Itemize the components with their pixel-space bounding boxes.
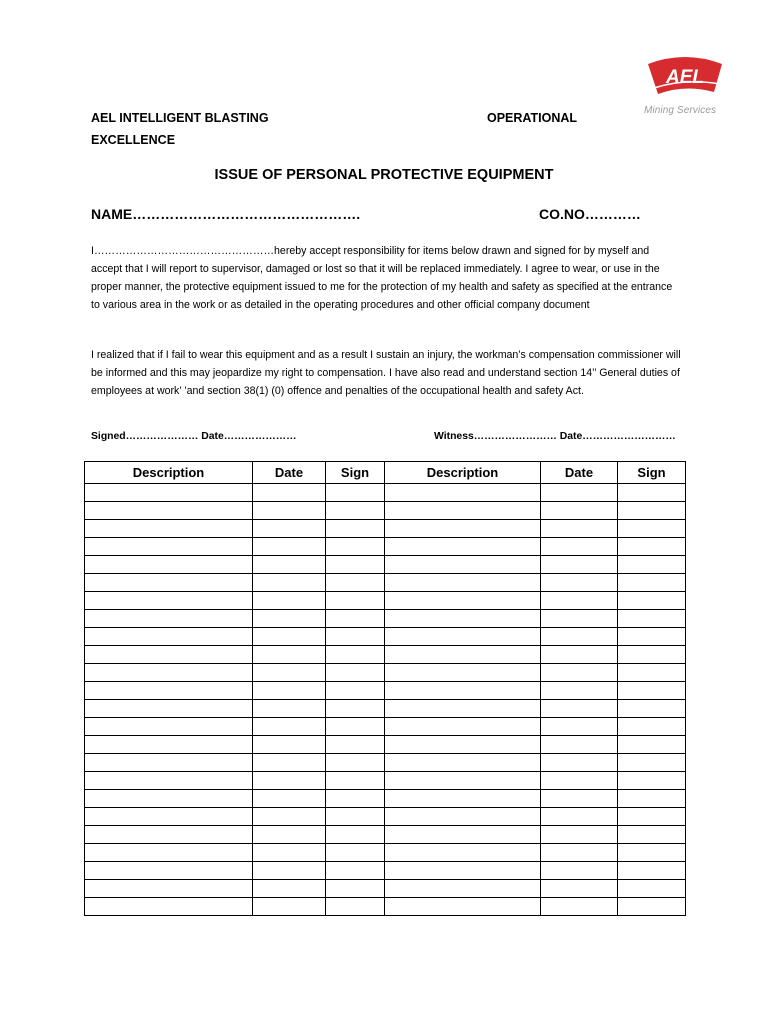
description-cell[interactable]: [85, 538, 253, 556]
sign-cell[interactable]: [618, 790, 686, 808]
sign-cell[interactable]: [618, 826, 686, 844]
sign-cell[interactable]: [326, 646, 385, 664]
date-cell[interactable]: [253, 700, 326, 718]
acceptance-paragraph: I……………………………………………hereby accept responsibility for items below drawn and signed for by myself and accept that I will report to supervisor, damaged or lost so that it will be replaced immediately. I agree to wear, or use in the proper manner, the protective equipment issued to me for the protection of my health and safety as specified at the entrance to various area in the work or as detailed in the operating procedures and other official company document: [91, 245, 673, 311]
date-cell[interactable]: [253, 610, 326, 628]
date-cell[interactable]: [541, 520, 618, 538]
date-cell[interactable]: [541, 556, 618, 574]
sign-cell[interactable]: [326, 538, 385, 556]
ppe-issue-table: [84, 461, 686, 916]
description-cell[interactable]: [85, 844, 253, 862]
sign-cell[interactable]: [326, 556, 385, 574]
sign-cell[interactable]: [618, 808, 686, 826]
description-cell[interactable]: [85, 502, 253, 520]
description-cell[interactable]: [85, 790, 253, 808]
description-cell[interactable]: [385, 574, 541, 592]
date-cell[interactable]: [541, 718, 618, 736]
description-cell[interactable]: [385, 880, 541, 898]
description-cell[interactable]: [385, 502, 541, 520]
description-cell[interactable]: [85, 610, 253, 628]
column-header-description: Description: [385, 462, 541, 484]
table-row: [85, 898, 686, 916]
date-cell[interactable]: [253, 646, 326, 664]
description-cell[interactable]: [85, 700, 253, 718]
sign-cell[interactable]: [618, 610, 686, 628]
date-cell[interactable]: [541, 610, 618, 628]
form-title: ISSUE OF PERSONAL PROTECTIVE EQUIPMENT: [214, 167, 554, 183]
sign-cell[interactable]: [618, 484, 686, 502]
company-name: AEL INTELLIGENT BLASTING: [91, 111, 269, 125]
company-number-field[interactable]: CO.NO…………: [539, 206, 641, 222]
sign-cell[interactable]: [618, 844, 686, 862]
date-cell[interactable]: [541, 574, 618, 592]
date-cell[interactable]: [541, 646, 618, 664]
sign-cell[interactable]: [326, 844, 385, 862]
date-cell[interactable]: [253, 862, 326, 880]
description-cell[interactable]: [385, 844, 541, 862]
sign-cell[interactable]: [618, 574, 686, 592]
sign-cell[interactable]: [326, 664, 385, 682]
description-cell[interactable]: [85, 520, 253, 538]
table-row: [85, 718, 686, 736]
sign-cell[interactable]: [326, 682, 385, 700]
sign-cell[interactable]: [618, 556, 686, 574]
date-cell[interactable]: [253, 502, 326, 520]
description-cell[interactable]: [85, 664, 253, 682]
sign-cell[interactable]: [618, 628, 686, 646]
sign-cell[interactable]: [326, 862, 385, 880]
description-cell[interactable]: [385, 520, 541, 538]
date-cell[interactable]: [253, 484, 326, 502]
sign-cell[interactable]: [326, 754, 385, 772]
column-header-description: Description: [85, 462, 253, 484]
date-cell[interactable]: [253, 736, 326, 754]
date-cell[interactable]: [541, 484, 618, 502]
column-header-date: Date: [253, 462, 326, 484]
table-row: [85, 664, 686, 682]
description-cell[interactable]: [85, 718, 253, 736]
table-row: [85, 484, 686, 502]
description-cell[interactable]: [85, 556, 253, 574]
sign-cell[interactable]: [326, 772, 385, 790]
sign-cell[interactable]: [326, 880, 385, 898]
sign-cell[interactable]: [326, 826, 385, 844]
description-cell[interactable]: [85, 628, 253, 646]
date-cell[interactable]: [253, 556, 326, 574]
description-cell[interactable]: [85, 898, 253, 916]
sign-cell[interactable]: [326, 628, 385, 646]
table-row: [85, 646, 686, 664]
description-cell[interactable]: [385, 628, 541, 646]
description-cell[interactable]: [85, 808, 253, 826]
description-cell[interactable]: [385, 826, 541, 844]
description-cell[interactable]: [85, 484, 253, 502]
description-cell[interactable]: [85, 646, 253, 664]
description-cell[interactable]: [85, 862, 253, 880]
date-cell[interactable]: [541, 754, 618, 772]
date-cell[interactable]: [253, 844, 326, 862]
table-row: [85, 502, 686, 520]
sign-cell[interactable]: [326, 520, 385, 538]
date-cell[interactable]: [541, 628, 618, 646]
date-cell[interactable]: [541, 736, 618, 754]
description-cell[interactable]: [85, 574, 253, 592]
table-row: [85, 844, 686, 862]
description-cell[interactable]: [385, 736, 541, 754]
sign-cell[interactable]: [618, 682, 686, 700]
description-cell[interactable]: [385, 700, 541, 718]
table-row: [85, 610, 686, 628]
sign-cell[interactable]: [618, 700, 686, 718]
description-cell[interactable]: [385, 556, 541, 574]
description-cell[interactable]: [85, 682, 253, 700]
sign-cell[interactable]: [618, 592, 686, 610]
sign-cell[interactable]: [326, 610, 385, 628]
sign-cell[interactable]: [618, 502, 686, 520]
sign-cell[interactable]: [326, 574, 385, 592]
date-cell[interactable]: [253, 628, 326, 646]
table-row: [85, 556, 686, 574]
sign-cell[interactable]: [326, 502, 385, 520]
date-cell[interactable]: [253, 880, 326, 898]
witness-date-line[interactable]: Witness…………………… Date………………………: [434, 431, 676, 442]
table-body: [85, 484, 686, 916]
operational-label: OPERATIONAL: [487, 111, 578, 125]
sign-cell[interactable]: [326, 592, 385, 610]
logo-tagline: Mining Services: [644, 105, 717, 116]
ael-logo-mark: [640, 54, 730, 102]
date-cell[interactable]: [541, 664, 618, 682]
sign-cell[interactable]: [618, 718, 686, 736]
table-row: [85, 772, 686, 790]
date-cell[interactable]: [541, 502, 618, 520]
excellence-label: EXCELLENCE: [91, 133, 176, 147]
table-row: [85, 700, 686, 718]
table-row: [85, 862, 686, 880]
table-row: [85, 754, 686, 772]
sign-cell[interactable]: [618, 772, 686, 790]
sign-cell[interactable]: [618, 862, 686, 880]
date-cell[interactable]: [541, 538, 618, 556]
date-cell[interactable]: [541, 880, 618, 898]
date-cell[interactable]: [253, 772, 326, 790]
description-cell[interactable]: [385, 862, 541, 880]
description-cell[interactable]: [85, 754, 253, 772]
date-cell[interactable]: [253, 826, 326, 844]
date-cell[interactable]: [253, 682, 326, 700]
table-row: [85, 826, 686, 844]
sign-cell[interactable]: [618, 520, 686, 538]
date-cell[interactable]: [253, 790, 326, 808]
table-row: [85, 736, 686, 754]
sign-cell[interactable]: [326, 808, 385, 826]
description-cell[interactable]: [385, 538, 541, 556]
sign-cell[interactable]: [618, 538, 686, 556]
date-cell[interactable]: [253, 520, 326, 538]
table-row: [85, 790, 686, 808]
sign-cell[interactable]: [326, 898, 385, 916]
column-header-sign: Sign: [326, 462, 385, 484]
description-cell[interactable]: [385, 718, 541, 736]
table-row: [85, 574, 686, 592]
sign-cell[interactable]: [618, 754, 686, 772]
date-cell[interactable]: [253, 718, 326, 736]
date-cell[interactable]: [541, 844, 618, 862]
sign-cell[interactable]: [618, 664, 686, 682]
description-cell[interactable]: [385, 484, 541, 502]
table-row: [85, 808, 686, 826]
date-cell[interactable]: [253, 898, 326, 916]
table-row: [85, 628, 686, 646]
sign-cell[interactable]: [618, 646, 686, 664]
date-cell[interactable]: [541, 808, 618, 826]
description-cell[interactable]: [385, 682, 541, 700]
table-row: [85, 682, 686, 700]
description-cell[interactable]: [85, 826, 253, 844]
date-cell[interactable]: [541, 682, 618, 700]
date-cell[interactable]: [253, 754, 326, 772]
signed-date-line[interactable]: Signed………………… Date…………………: [91, 431, 297, 442]
sign-cell[interactable]: [618, 736, 686, 754]
sign-cell[interactable]: [326, 718, 385, 736]
date-cell[interactable]: [541, 700, 618, 718]
description-cell[interactable]: [85, 592, 253, 610]
description-cell[interactable]: [385, 898, 541, 916]
sign-cell[interactable]: [326, 700, 385, 718]
table-header-row: [85, 462, 686, 484]
date-cell[interactable]: [253, 574, 326, 592]
date-cell[interactable]: [541, 826, 618, 844]
description-cell[interactable]: [385, 592, 541, 610]
name-field[interactable]: NAME………………………………………….: [91, 206, 361, 222]
date-cell[interactable]: [253, 538, 326, 556]
description-cell[interactable]: [385, 664, 541, 682]
sign-cell[interactable]: [326, 484, 385, 502]
date-cell[interactable]: [253, 664, 326, 682]
date-cell[interactable]: [253, 808, 326, 826]
description-cell[interactable]: [385, 646, 541, 664]
description-cell[interactable]: [85, 880, 253, 898]
column-header-sign: Sign: [618, 462, 686, 484]
description-cell[interactable]: [385, 610, 541, 628]
injury-paragraph: I realized that if I fail to wear this equipment and as a result I sustain an injury, the workman’s compensation commissioner will be informed and this may jeopardize my right to compensation. I have also read and understand section 14’’ General duties of employees at work’ ’and section 38(1) (0) offence and penalties of the occupational health and safety Act.: [91, 349, 681, 397]
column-header-date: Date: [541, 462, 618, 484]
date-cell[interactable]: [541, 790, 618, 808]
table-row: [85, 538, 686, 556]
description-cell[interactable]: [85, 736, 253, 754]
table-row: [85, 520, 686, 538]
date-cell[interactable]: [253, 592, 326, 610]
sign-cell[interactable]: [618, 880, 686, 898]
table-row: [85, 592, 686, 610]
date-cell[interactable]: [541, 898, 618, 916]
description-cell[interactable]: [385, 808, 541, 826]
sign-cell[interactable]: [326, 736, 385, 754]
description-cell[interactable]: [385, 754, 541, 772]
table-row: [85, 880, 686, 898]
sign-cell[interactable]: [326, 790, 385, 808]
date-cell[interactable]: [541, 862, 618, 880]
sign-cell[interactable]: [618, 898, 686, 916]
ael-logo: [640, 54, 730, 118]
date-cell[interactable]: [541, 592, 618, 610]
description-cell[interactable]: [385, 790, 541, 808]
description-cell[interactable]: [85, 772, 253, 790]
logo-brand-text: AEL: [666, 67, 704, 88]
description-cell[interactable]: [385, 772, 541, 790]
date-cell[interactable]: [541, 772, 618, 790]
